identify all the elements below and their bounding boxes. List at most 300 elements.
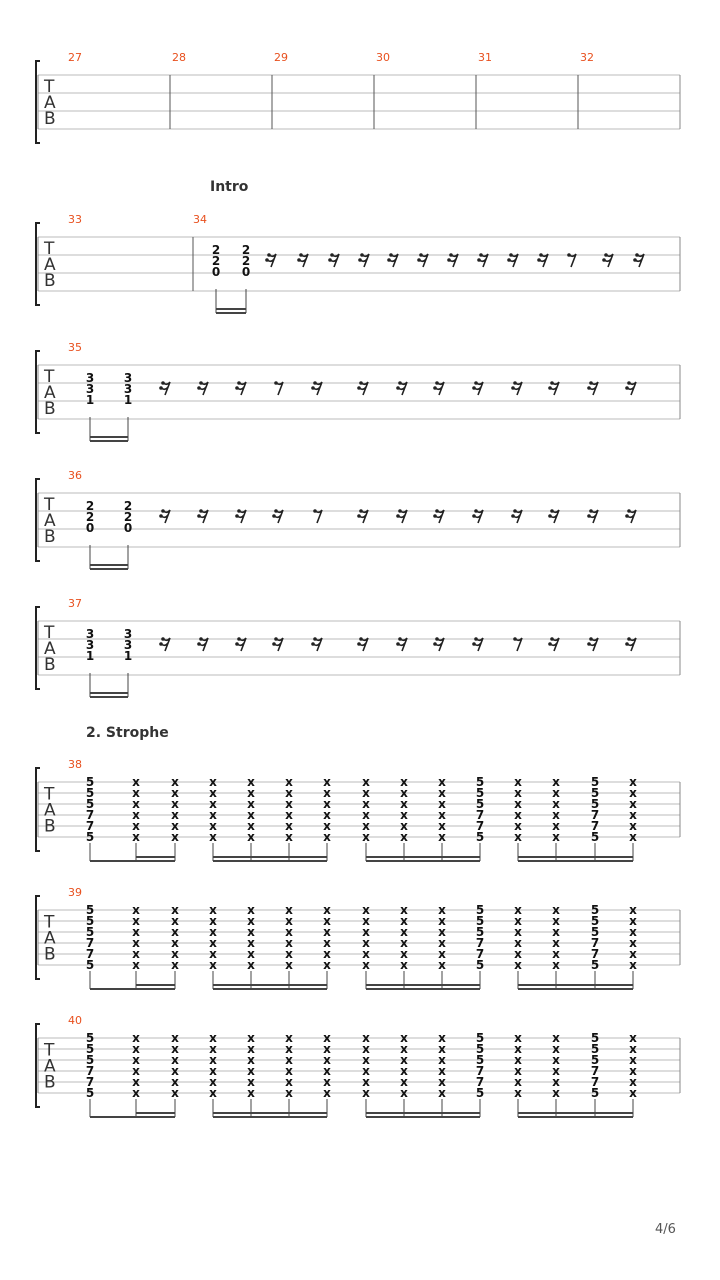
muted-note: x: [209, 1042, 217, 1056]
muted-note: x: [552, 797, 560, 811]
muted-note: x: [132, 1064, 140, 1078]
muted-note: x: [438, 936, 446, 950]
muted-note: x: [438, 786, 446, 800]
beam: [213, 860, 327, 862]
muted-note: x: [285, 1064, 293, 1078]
muted-note: x: [362, 903, 370, 917]
muted-note: x: [629, 797, 637, 811]
muted-note: x: [438, 797, 446, 811]
tab-clef-letter: B: [44, 271, 56, 291]
muted-note: x: [132, 1075, 140, 1089]
muted-note: x: [514, 797, 522, 811]
muted-note: x: [552, 936, 560, 950]
fret-number: 3: [123, 371, 133, 385]
beam: [518, 1112, 633, 1114]
beam: [90, 860, 175, 862]
muted-note: x: [362, 1042, 370, 1056]
muted-note: x: [323, 830, 331, 844]
muted-note: x: [323, 958, 331, 972]
muted-note: x: [209, 819, 217, 833]
muted-note: x: [132, 958, 140, 972]
muted-note: x: [209, 1053, 217, 1067]
muted-note: x: [400, 903, 408, 917]
beam: [136, 984, 175, 986]
beam: [90, 564, 128, 566]
fret-number: 2: [211, 243, 221, 257]
fret-number: 5: [475, 830, 485, 844]
muted-note: x: [552, 1042, 560, 1056]
muted-note: x: [362, 797, 370, 811]
tab-clef-letter: A: [44, 800, 56, 821]
fret-number: 2: [85, 499, 95, 513]
muted-note: x: [514, 903, 522, 917]
fret-number: 5: [85, 925, 95, 939]
fret-number: 5: [85, 958, 95, 972]
tab-clef-letter: T: [44, 784, 55, 805]
fret-number: 0: [123, 521, 133, 535]
muted-note: x: [629, 958, 637, 972]
muted-note: x: [247, 1031, 255, 1045]
muted-note: x: [362, 819, 370, 833]
tab-clef-letter: T: [44, 912, 55, 933]
fret-number: 5: [475, 925, 485, 939]
muted-note: x: [400, 1031, 408, 1045]
muted-note: x: [629, 1086, 637, 1100]
fret-number: 7: [85, 947, 95, 961]
muted-note: x: [209, 830, 217, 844]
measure-number: 38: [68, 758, 82, 771]
muted-note: x: [171, 1064, 179, 1078]
fret-number: 1: [85, 393, 95, 407]
measure-number: 40: [68, 1014, 82, 1027]
fret-number: 1: [85, 649, 95, 663]
muted-note: x: [438, 808, 446, 822]
muted-note: x: [629, 819, 637, 833]
measure-number: 37: [68, 597, 82, 610]
muted-note: x: [400, 830, 408, 844]
muted-note: x: [285, 797, 293, 811]
muted-note: x: [362, 925, 370, 939]
fret-number: 5: [590, 1031, 600, 1045]
muted-note: x: [552, 786, 560, 800]
fret-number: 5: [85, 786, 95, 800]
fret-number: 5: [475, 775, 485, 789]
fret-number: 5: [85, 830, 95, 844]
muted-note: x: [629, 775, 637, 789]
fret-number: 2: [211, 254, 221, 268]
muted-note: x: [323, 819, 331, 833]
muted-note: x: [209, 1075, 217, 1089]
beam: [366, 1116, 480, 1118]
beam: [90, 440, 128, 442]
muted-note: x: [400, 786, 408, 800]
muted-note: x: [552, 1075, 560, 1089]
beam: [366, 988, 480, 990]
muted-note: x: [362, 936, 370, 950]
muted-note: x: [400, 914, 408, 928]
beam: [213, 856, 327, 858]
section-title: 2. Strophe: [86, 725, 169, 741]
muted-note: x: [629, 786, 637, 800]
muted-note: x: [323, 1053, 331, 1067]
measure-number: 27: [68, 51, 82, 64]
fret-number: 3: [85, 638, 95, 652]
muted-note: x: [514, 775, 522, 789]
tab-clef-letter: A: [44, 93, 56, 113]
tab-clef-letter: B: [44, 527, 56, 547]
tab-clef-letter: T: [44, 367, 55, 387]
muted-note: x: [323, 925, 331, 939]
muted-note: x: [514, 925, 522, 939]
muted-note: x: [362, 830, 370, 844]
fret-number: 7: [590, 936, 600, 950]
muted-note: x: [247, 925, 255, 939]
muted-note: x: [514, 1075, 522, 1089]
muted-note: x: [438, 1042, 446, 1056]
muted-note: x: [323, 903, 331, 917]
muted-note: x: [629, 1075, 637, 1089]
fret-number: 5: [590, 1042, 600, 1056]
muted-note: x: [629, 1031, 637, 1045]
muted-note: x: [247, 903, 255, 917]
muted-note: x: [132, 797, 140, 811]
muted-note: x: [400, 797, 408, 811]
muted-note: x: [171, 775, 179, 789]
muted-note: x: [552, 819, 560, 833]
muted-note: x: [247, 786, 255, 800]
beam: [518, 856, 633, 858]
fret-number: 2: [241, 243, 251, 257]
muted-note: x: [247, 936, 255, 950]
fret-number: 7: [590, 819, 600, 833]
beam: [216, 312, 246, 314]
fret-number: 5: [475, 1086, 485, 1100]
fret-number: 1: [123, 393, 133, 407]
muted-note: x: [247, 797, 255, 811]
muted-note: x: [171, 1086, 179, 1100]
fret-number: 7: [475, 819, 485, 833]
muted-note: x: [514, 914, 522, 928]
fret-number: 0: [211, 265, 221, 279]
tab-clef-letter: T: [44, 239, 55, 259]
muted-note: x: [552, 914, 560, 928]
muted-note: x: [400, 936, 408, 950]
beam: [366, 1112, 480, 1114]
fret-number: 5: [590, 1053, 600, 1067]
muted-note: x: [132, 936, 140, 950]
muted-note: x: [132, 903, 140, 917]
fret-number: 5: [475, 797, 485, 811]
muted-note: x: [171, 808, 179, 822]
muted-note: x: [629, 1042, 637, 1056]
fret-number: 7: [590, 1064, 600, 1078]
muted-note: x: [132, 786, 140, 800]
tab-clef-letter: B: [44, 944, 56, 965]
muted-note: x: [132, 1086, 140, 1100]
fret-number: 5: [590, 775, 600, 789]
muted-note: x: [247, 914, 255, 928]
fret-number: 5: [85, 914, 95, 928]
beam: [213, 1112, 327, 1114]
beam: [90, 696, 128, 698]
muted-note: x: [552, 1053, 560, 1067]
muted-note: x: [247, 1053, 255, 1067]
fret-number: 3: [85, 382, 95, 396]
muted-note: x: [362, 1031, 370, 1045]
beam: [366, 860, 480, 862]
muted-note: x: [514, 1042, 522, 1056]
muted-note: x: [438, 830, 446, 844]
muted-note: x: [362, 786, 370, 800]
beam: [213, 988, 327, 990]
muted-note: x: [323, 1075, 331, 1089]
muted-note: x: [629, 936, 637, 950]
measure-number: 39: [68, 886, 82, 899]
fret-number: 5: [590, 797, 600, 811]
beam: [518, 1116, 633, 1118]
fret-number: 1: [123, 649, 133, 663]
fret-number: 7: [590, 947, 600, 961]
tab-clef-letter: A: [44, 511, 56, 531]
muted-note: x: [514, 1064, 522, 1078]
muted-note: x: [209, 903, 217, 917]
section-title: Intro: [210, 179, 249, 195]
measure-number: 33: [68, 213, 82, 226]
muted-note: x: [285, 808, 293, 822]
tab-clef-letter: A: [44, 255, 56, 275]
fret-number: 3: [123, 638, 133, 652]
beam: [213, 1116, 327, 1118]
beam: [216, 308, 246, 310]
muted-note: x: [400, 1042, 408, 1056]
muted-note: x: [438, 775, 446, 789]
muted-note: x: [629, 903, 637, 917]
measure-number: 36: [68, 469, 82, 482]
fret-number: 2: [85, 510, 95, 524]
fret-number: 5: [85, 1031, 95, 1045]
muted-note: x: [171, 1075, 179, 1089]
muted-note: x: [552, 1086, 560, 1100]
fret-number: 7: [475, 936, 485, 950]
muted-note: x: [171, 1042, 179, 1056]
tab-clef-letter: B: [44, 655, 56, 675]
muted-note: x: [132, 925, 140, 939]
muted-note: x: [171, 786, 179, 800]
muted-note: x: [285, 925, 293, 939]
muted-note: x: [285, 1031, 293, 1045]
muted-note: x: [400, 775, 408, 789]
muted-note: x: [171, 1031, 179, 1045]
muted-note: x: [438, 947, 446, 961]
muted-note: x: [438, 958, 446, 972]
muted-note: x: [362, 1064, 370, 1078]
fret-number: 2: [123, 510, 133, 524]
fret-number: 7: [590, 808, 600, 822]
muted-note: x: [362, 1053, 370, 1067]
muted-note: x: [552, 1031, 560, 1045]
muted-note: x: [400, 925, 408, 939]
muted-note: x: [629, 830, 637, 844]
muted-note: x: [514, 1053, 522, 1067]
muted-note: x: [552, 830, 560, 844]
fret-number: 5: [85, 775, 95, 789]
muted-note: x: [171, 925, 179, 939]
muted-note: x: [514, 808, 522, 822]
fret-number: 7: [475, 808, 485, 822]
muted-note: x: [285, 936, 293, 950]
tab-clef-letter: B: [44, 109, 56, 129]
fret-number: 5: [85, 1086, 95, 1100]
muted-note: x: [209, 958, 217, 972]
muted-note: x: [629, 1053, 637, 1067]
muted-note: x: [132, 830, 140, 844]
muted-note: x: [209, 1086, 217, 1100]
fret-number: 7: [85, 819, 95, 833]
muted-note: x: [285, 786, 293, 800]
muted-note: x: [629, 925, 637, 939]
measure-number: 30: [376, 51, 390, 64]
muted-note: x: [171, 819, 179, 833]
measure-number: 28: [172, 51, 186, 64]
muted-note: x: [132, 808, 140, 822]
muted-note: x: [362, 1086, 370, 1100]
beam: [366, 856, 480, 858]
muted-note: x: [209, 925, 217, 939]
muted-note: x: [323, 797, 331, 811]
muted-note: x: [209, 936, 217, 950]
muted-note: x: [400, 1053, 408, 1067]
muted-note: x: [247, 947, 255, 961]
fret-number: 5: [475, 1042, 485, 1056]
muted-note: x: [629, 808, 637, 822]
muted-note: x: [629, 947, 637, 961]
muted-note: x: [438, 1053, 446, 1067]
fret-number: 5: [85, 1053, 95, 1067]
muted-note: x: [362, 775, 370, 789]
muted-note: x: [514, 936, 522, 950]
muted-note: x: [171, 936, 179, 950]
muted-note: x: [132, 947, 140, 961]
muted-note: x: [400, 1086, 408, 1100]
muted-note: x: [171, 903, 179, 917]
tab-clef-letter: A: [44, 383, 56, 403]
beam: [518, 860, 633, 862]
muted-note: x: [514, 786, 522, 800]
muted-note: x: [171, 797, 179, 811]
muted-note: x: [323, 775, 331, 789]
fret-number: 3: [123, 382, 133, 396]
muted-note: x: [400, 808, 408, 822]
muted-note: x: [171, 830, 179, 844]
muted-note: x: [552, 903, 560, 917]
muted-note: x: [209, 947, 217, 961]
tab-clef-letter: B: [44, 399, 56, 419]
fret-number: 5: [85, 1042, 95, 1056]
muted-note: x: [209, 914, 217, 928]
muted-note: x: [132, 914, 140, 928]
fret-number: 5: [475, 903, 485, 917]
fret-number: 5: [590, 786, 600, 800]
muted-note: x: [285, 958, 293, 972]
fret-number: 5: [590, 903, 600, 917]
muted-note: x: [171, 914, 179, 928]
tab-clef-letter: B: [44, 816, 56, 837]
fret-number: 5: [590, 830, 600, 844]
tab-clef-letter: B: [44, 1072, 56, 1093]
tab-clef-letter: T: [44, 495, 55, 515]
beam: [90, 1116, 175, 1118]
muted-note: x: [132, 1031, 140, 1045]
muted-note: x: [323, 1042, 331, 1056]
muted-note: x: [285, 819, 293, 833]
fret-number: 5: [590, 914, 600, 928]
fret-number: 5: [85, 797, 95, 811]
beam: [90, 692, 128, 694]
fret-number: 0: [85, 521, 95, 535]
tab-clef-letter: T: [44, 77, 55, 97]
fret-number: 5: [85, 903, 95, 917]
muted-note: x: [171, 958, 179, 972]
muted-note: x: [514, 830, 522, 844]
muted-note: x: [514, 1031, 522, 1045]
fret-number: 5: [590, 925, 600, 939]
muted-note: x: [323, 1086, 331, 1100]
fret-number: 3: [85, 371, 95, 385]
page-number: 4/6: [655, 1222, 676, 1237]
muted-note: x: [247, 1086, 255, 1100]
beam: [136, 1112, 175, 1114]
fret-number: 7: [475, 1075, 485, 1089]
tab-clef-letter: T: [44, 623, 55, 643]
muted-note: x: [247, 775, 255, 789]
beam: [518, 984, 633, 986]
fret-number: 5: [475, 1031, 485, 1045]
muted-note: x: [629, 914, 637, 928]
muted-note: x: [285, 903, 293, 917]
fret-number: 7: [85, 1064, 95, 1078]
muted-note: x: [247, 819, 255, 833]
muted-note: x: [209, 786, 217, 800]
muted-note: x: [171, 1053, 179, 1067]
fret-number: 0: [241, 265, 251, 279]
beam: [213, 984, 327, 986]
muted-note: x: [209, 775, 217, 789]
muted-note: x: [629, 1064, 637, 1078]
muted-note: x: [362, 1075, 370, 1089]
fret-number: 5: [475, 958, 485, 972]
muted-note: x: [514, 1086, 522, 1100]
muted-note: x: [285, 1086, 293, 1100]
beam: [90, 568, 128, 570]
fret-number: 3: [85, 627, 95, 641]
muted-note: x: [285, 1075, 293, 1089]
muted-note: x: [552, 808, 560, 822]
muted-note: x: [247, 1042, 255, 1056]
muted-note: x: [552, 947, 560, 961]
beam: [136, 856, 175, 858]
fret-number: 7: [475, 947, 485, 961]
fret-number: 5: [475, 786, 485, 800]
muted-note: x: [171, 947, 179, 961]
muted-note: x: [323, 808, 331, 822]
measure-number: 35: [68, 341, 82, 354]
fret-number: 7: [85, 808, 95, 822]
muted-note: x: [285, 947, 293, 961]
muted-note: x: [285, 914, 293, 928]
fret-number: 7: [85, 1075, 95, 1089]
fret-number: 5: [475, 1053, 485, 1067]
muted-note: x: [362, 947, 370, 961]
